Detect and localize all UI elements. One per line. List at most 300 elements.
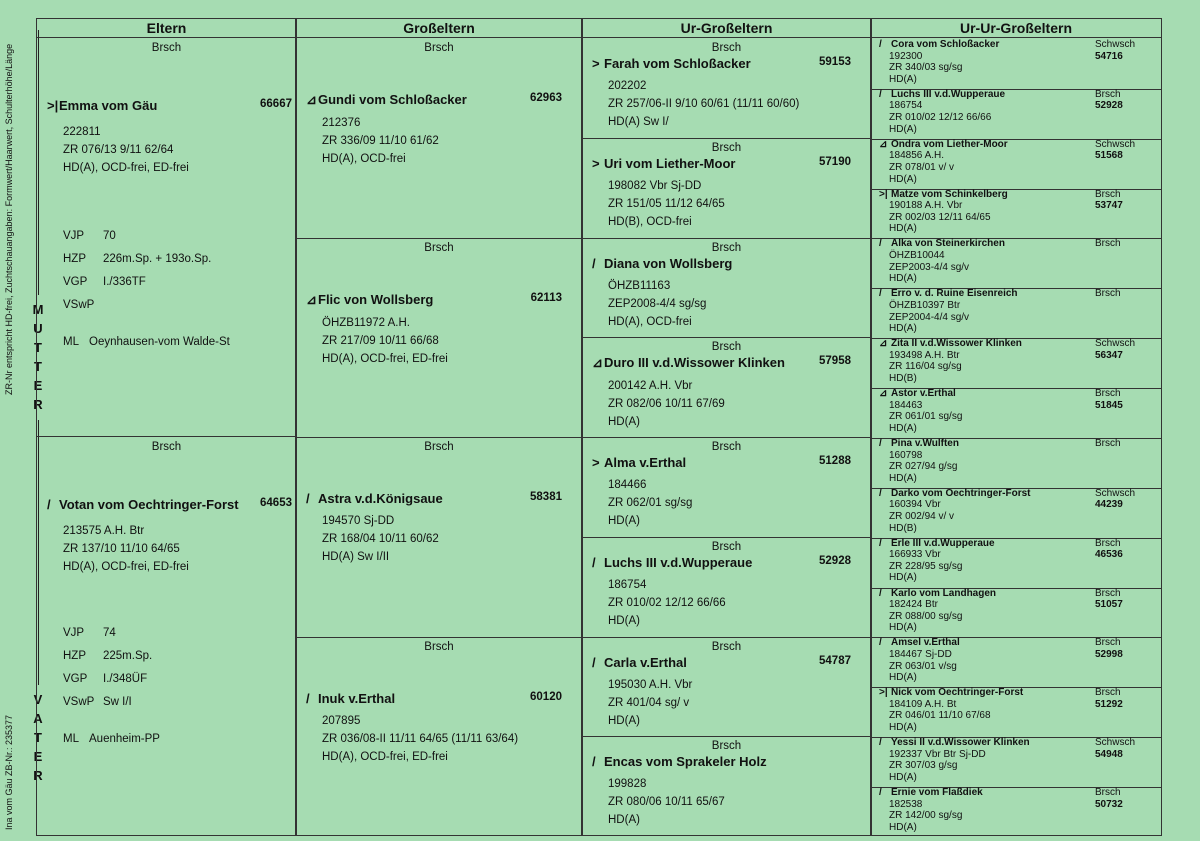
gg-reg-row [879,549,1155,561]
vswp-row: VSwP Sw I/I [63,696,132,708]
parent-number: 64653 [260,497,292,509]
gg-hd: HD(A) [889,323,917,335]
parent-name-row [47,497,292,512]
dog-number: 52928 [819,554,851,567]
gg-number: 51292 [1095,698,1123,710]
gg-number: 54716 [1095,50,1123,62]
parent-name: Votan vom Oechtringer-Forst [59,497,239,512]
sex-mark: / [879,487,882,499]
gg-zr: ZR 228/95 sg/sg [889,560,963,572]
great-great-grandparent-cell [871,786,1161,837]
gg-number [1095,450,1155,462]
gg-name: Ernie vom Flaßdiek [891,787,983,799]
gg-reg-row [879,350,1155,362]
great-great-grandparent-cell [871,287,1161,339]
grandparent-cell [296,238,582,439]
gg-name-row [879,637,1155,649]
great-great-grandparent-cell [871,337,1161,389]
great-grandparent-cell [582,337,871,438]
gg-reg: 160798 [889,449,923,461]
sex-mark: / [592,554,596,570]
parent-zr: ZR 076/13 9/11 62/64 [63,144,174,156]
gg-reg-row [879,300,1155,312]
gg-hd: HD(A) [889,821,917,833]
gg-name: Zita II v.d.Wissower Klinken [891,338,1022,350]
gg-color: Brsch [1095,637,1121,649]
parent-cell-father [37,437,296,835]
column-grosseltern [295,18,583,836]
dog-hd: HD(A) Sw I/ [608,116,669,128]
dog-name-row [592,355,851,371]
gg-name: Erro v. d. Ruine Eisenreich [891,288,1018,300]
gg-reg-row [879,799,1155,811]
great-grandparent-cell [582,38,871,139]
sex-mark: > [592,455,600,470]
great-great-grandparent-cell [871,736,1161,788]
gg-name: Darko vom Oechtringer-Forst [891,487,1031,499]
gg-name-row [879,288,1155,300]
gg-reg: 192337 Vbr Btr Sj-DD [889,748,986,760]
vgp-row: VGP I./348ÜF [63,673,148,685]
gg-hd: HD(A) [889,422,917,434]
dog-name-row [592,555,851,570]
dog-name-row [306,92,562,108]
ml-row: ML Auenheim-PP [63,733,160,745]
gg-reg-row [879,51,1155,63]
dog-reg: 186754 [608,578,647,591]
dog-hd: HD(A), OCD-frei, ED-frei [322,750,448,763]
gg-name-row [879,787,1155,799]
dog-zr: ZR 010/02 12/12 66/66 [608,596,726,609]
gg-reg-row [879,100,1155,112]
color-label: Brsch [424,241,454,254]
gg-color: Schwsch [1095,487,1136,499]
sex-mark: / [592,255,596,271]
dog-number: 59153 [819,56,851,68]
dog-reg: 200142 A.H. Vbr [608,380,693,393]
gg-hd: HD(A) [889,73,917,85]
dog-hd: HD(A), OCD-frei [608,315,692,328]
dog-name: Duro III v.d.Wissower Klinken [604,355,785,371]
great-great-grandparent-cell [871,38,1161,90]
parent-hd: HD(A), OCD-frei, ED-frei [63,561,189,573]
dog-zr: ZR 062/01 sg/sg [608,497,693,509]
gg-name-row [879,388,1155,400]
header-ur-ur-grosseltern: Ur-Ur-Großeltern [871,19,1161,38]
gg-name-row [879,189,1155,201]
gg-name-row [879,737,1155,749]
great-great-grandparent-cell [871,587,1161,639]
gg-reg: 160394 Vbr [889,499,941,511]
gg-zr: ZR 027/94 g/sg [889,461,958,473]
sex-mark: / [879,437,882,449]
sex-mark: >| [879,687,888,699]
gg-color: Brsch [1095,687,1121,699]
gg-reg: 184109 A.H. Bt [889,698,957,710]
color-label: Brsch [151,42,182,54]
dog-zr: ZR 036/08-II 11/11 64/65 (11/11 63/64) [322,732,519,745]
gg-zr: ZR 088/00 sg/sg [889,610,963,622]
grandparent-cell [296,637,582,837]
great-great-grandparent-cell [871,188,1161,240]
sex-mark: / [879,537,882,549]
gg-zr: ZR 010/02 12/12 66/66 [889,112,992,124]
dog-zr: ZR 336/09 11/10 61/62 [322,135,439,147]
dog-hd: HD(A), OCD-frei [322,153,406,165]
gg-color: Brsch [1095,88,1121,100]
dog-name: Gundi vom Schloßacker [318,92,467,107]
gg-hd: HD(A) [889,223,917,235]
gg-zr: ZR 340/03 sg/sg [889,62,963,74]
gg-zr: ZEP2003-4/4 sg/v [889,261,970,273]
gg-name-row [879,538,1155,550]
gg-reg: 182538 [889,798,923,810]
sex-mark: ⊿ [306,92,317,107]
vjp-row: VJP 70 [63,230,116,242]
gg-number: 53747 [1095,200,1123,212]
gg-name-row [879,89,1155,101]
gg-color: Brsch [1095,188,1121,200]
gg-name-row [879,139,1155,151]
gg-color: Brsch [1095,388,1121,400]
dog-number: 54787 [819,654,851,667]
gg-color: Brsch [1095,587,1121,599]
parent-name-row [47,98,292,113]
gg-zr: ZR 078/01 v/ v [889,161,955,173]
sex-mark: / [879,88,882,100]
dog-number: 51288 [819,455,851,467]
dog-name-row [592,754,851,769]
sex-mark: / [592,754,596,770]
gg-hd: HD(A) [889,472,917,484]
gg-hd: HD(A) [889,572,917,584]
great-great-grandparent-cell [871,88,1161,140]
sex-mark: / [306,491,310,506]
gg-zr: ZR 142/00 sg/sg [889,810,963,822]
gg-name: Nick vom Oechtringer-Forst [891,687,1024,699]
parent-name: Emma vom Gäu [59,98,158,113]
gg-name: Erle III v.d.Wupperaue [891,537,995,549]
ml-row: ML Oeynhausen-vom Walde-St [63,336,230,348]
dog-name-row [592,56,851,71]
gg-color: Brsch [1095,288,1121,300]
vater-label: V A T E R [33,692,43,783]
dog-name-row [592,256,851,271]
gg-reg: 193498 A.H. Btr [889,349,960,361]
gg-reg: ÖHZB10044 [889,250,945,262]
gg-name-row [879,438,1155,450]
color-label: Brsch [711,141,742,154]
gg-reg-row [879,649,1155,661]
gg-reg-row [879,699,1155,711]
gg-number: 52998 [1095,649,1123,661]
gg-number: 44239 [1095,499,1123,511]
parent-reg: 222811 [63,126,101,138]
gg-color: Schwsch [1095,338,1136,350]
gg-number: 51057 [1095,599,1123,611]
gg-reg: 182424 Btr [889,599,938,611]
great-grandparent-cell [582,437,871,538]
gg-name-row [879,39,1155,51]
sex-mark: ⊿ [306,291,317,307]
color-label: Brsch [711,241,742,254]
dog-name-row [592,156,851,171]
great-great-grandparent-cell [871,138,1161,190]
side-note-top: ZR-Nr entspricht HD-frei, Zuchtschauangaben: Formwert/Haarwert, Schulterhöhe/Länge [4,43,14,395]
sex-mark: >| [879,188,888,200]
hzp-row: HZP 225m.Sp. [63,650,153,662]
gg-number: 54948 [1095,748,1123,760]
dog-zr: ZR 151/05 11/12 64/65 [608,197,725,210]
sex-mark: / [47,497,51,512]
sex-mark: ⊿ [592,355,603,371]
gg-hd: HD(B) [889,373,917,384]
great-grandparent-cell [582,138,871,239]
dog-hd: HD(A) [608,714,640,727]
gg-name: Karlo vom Landhagen [891,587,997,599]
gg-name: Matze vom Schinkelberg [891,188,1008,200]
parent-zr: ZR 137/10 11/10 64/65 [63,543,180,555]
gg-name-row [879,588,1155,600]
gg-name-row [879,687,1155,699]
great-grandparent-cell [582,537,871,638]
dog-number: 58381 [530,491,562,503]
gg-name: Amsel v.Erthal [891,637,960,649]
great-great-grandparent-cell [871,537,1161,589]
mutter-label: M U T T E R [32,302,44,412]
gg-number: 50732 [1095,798,1123,810]
gg-reg: 184856 A.H. [889,150,945,162]
dog-name: Inuk v.Erthal [318,690,396,706]
gg-name-row [879,338,1155,350]
gg-reg: 184463 [889,399,923,411]
gg-reg-row [879,250,1155,262]
gg-reg-row [879,200,1155,212]
hzp-row: HZP 226m.Sp. + 193o.Sp. [63,253,212,265]
color-label: Brsch [711,740,742,753]
dog-zr: ZR 257/06-II 9/10 60/61 (11/11 60/60) [608,98,800,110]
dog-reg: 202202 [608,80,647,92]
gg-hd: HD(A) [889,273,917,285]
gg-color: Brsch [1095,787,1121,799]
dog-zr: ZR 217/09 10/11 66/68 [322,334,439,347]
gg-number: 51568 [1095,150,1123,162]
gg-zr: ZEP2004-4/4 sg/v [889,311,970,323]
sex-mark: / [879,587,882,599]
sex-mark: / [879,238,882,250]
dog-zr: ZR 401/04 sg/ v [608,696,690,709]
gg-color: Schwsch [1095,737,1136,749]
gg-hd: HD(A) [889,123,917,135]
dog-reg: ÖHZB11163 [608,279,671,292]
great-great-grandparent-cell [871,237,1161,289]
gg-reg-row [879,499,1155,511]
vjp-row: VJP 74 [63,627,116,639]
gg-hd: HD(B) [889,522,917,534]
dog-name: Astra v.d.Königsaue [318,491,443,506]
gg-reg: 166933 Vbr [889,549,941,561]
dog-hd: HD(A), OCD-frei, ED-frei [322,352,448,365]
color-label: Brsch [711,441,742,453]
gg-name: Astor v.Erthal [891,388,956,400]
dog-name-row [306,292,562,308]
gg-hd: HD(A) [889,722,917,734]
gg-reg-row [879,749,1155,761]
gg-name: Luchs III v.d.Wupperaue [891,88,1006,100]
gg-reg-row [879,150,1155,162]
great-grandparent-cell [582,238,871,339]
dog-name: Alma v.Erthal [604,455,687,470]
gg-zr: ZR 002/03 12/11 64/65 [889,211,991,223]
dog-zr: ZR 168/04 10/11 60/62 [322,533,439,545]
gg-hd: HD(A) [889,771,917,783]
dog-reg: 195030 A.H. Vbr [608,678,693,691]
grandparent-cell [296,437,582,638]
dog-hd: HD(A) [608,614,640,627]
column-eltern [36,18,297,836]
gg-hd: HD(A) [889,622,917,634]
gg-name: Alka von Steinerkirchen [891,238,1005,250]
color-label: Brsch [424,640,454,653]
vgp-row: VGP I./336TF [63,276,146,288]
dog-hd: HD(A) Sw I/II [322,551,390,563]
gg-number [1095,300,1155,312]
great-great-grandparent-cell [871,636,1161,688]
gg-name: Cora vom Schloßacker [891,39,1000,50]
parent-hd: HD(A), OCD-frei, ED-frei [63,162,189,174]
dog-hd: HD(A) [608,814,640,827]
side-note-bottom: Ina vom Gäu ZB-Nr.: 235377 [4,714,14,830]
dog-name: Diana von Wollsberg [604,255,733,271]
dog-number: 57190 [819,155,851,168]
header-ur-grosseltern: Ur-Großeltern [582,19,871,38]
dog-name: Flic von Wollsberg [318,291,434,307]
sex-mark: ⊿ [879,388,888,400]
gg-name-row [879,238,1155,250]
gg-color: Brsch [1095,238,1121,250]
sex-mark: > [592,56,600,71]
gg-zr: ZR 063/01 v/sg [889,660,957,672]
gg-zr: ZR 307/03 g/sg [889,760,958,772]
dog-name: Encas vom Sprakeler Holz [604,754,767,770]
grandparent-cell [296,38,582,239]
gg-zr: ZR 061/01 sg/sg [889,411,963,423]
sex-mark: / [879,39,882,50]
gg-number: 46536 [1095,549,1123,561]
gg-name: Pina v.Wulften [891,437,959,449]
dog-name-row [592,455,851,470]
gg-number: 56347 [1095,349,1123,361]
great-great-grandparent-cell [871,437,1161,489]
gg-color: Schwsch [1095,39,1136,50]
dog-hd: HD(A) [608,515,640,527]
header-eltern: Eltern [37,19,296,38]
dog-name-row [306,691,562,706]
color-label: Brsch [711,540,742,553]
parent-reg: 213575 A.H. Btr [63,525,145,537]
great-great-grandparent-cell [871,387,1161,439]
great-great-grandparent-cell [871,487,1161,539]
dog-reg: 184466 [608,479,647,491]
gg-color: Schwsch [1095,138,1136,150]
dog-name-row [306,491,562,506]
dog-number: 57958 [819,355,851,368]
dog-reg: 207895 [322,714,361,727]
dog-name-row [592,655,851,670]
parent-cell-mother [37,38,296,437]
sex-mark: / [306,690,310,706]
gg-hd: HD(A) [889,672,917,684]
sex-mark: / [879,637,882,649]
great-great-grandparent-cell [871,686,1161,738]
gg-name-row [879,488,1155,500]
column-ur-ur-grosseltern [870,18,1162,836]
dog-reg: ÖHZB11972 A.H. [322,316,410,329]
dog-number: 60120 [530,690,562,703]
gg-zr: ZR 046/01 11/10 67/68 [889,710,991,722]
dog-zr: ZR 080/06 10/11 65/67 [608,796,725,809]
gg-number: 52928 [1095,100,1123,112]
color-label: Brsch [711,341,742,354]
sex-mark: > [592,155,600,171]
header-grosseltern: Großeltern [296,19,582,38]
sex-mark: / [879,288,882,300]
dog-reg: 194570 Sj-DD [322,515,395,527]
gg-reg: 192300 [889,50,923,62]
color-label: Brsch [711,640,742,653]
dog-number: 62113 [530,291,562,304]
dog-hd: HD(A) [608,416,640,429]
color-label: Brsch [424,42,454,54]
dog-name: Uri vom Liether-Moor [604,155,736,171]
color-label: Brsch [424,441,454,453]
sex-mark: / [879,737,882,749]
dog-hd: HD(B), OCD-frei [608,215,692,228]
gg-reg: ÖHZB10397 Btr [889,299,961,311]
dog-reg: 198082 Vbr Sj-DD [608,179,702,192]
dog-name: Farah vom Schloßacker [604,56,751,71]
color-label: Brsch [151,441,182,453]
gg-reg: 190188 A.H. Vbr [889,200,963,212]
dog-zr: ZR 082/06 10/11 67/69 [608,398,725,411]
dog-zr: ZEP2008-4/4 sg/sg [608,297,707,310]
great-grandparent-cell [582,736,871,836]
great-grandparent-cell [582,637,871,738]
gg-color: Brsch [1095,537,1121,549]
sex-mark: / [879,787,882,799]
gg-reg: 186754 [889,100,923,112]
gg-name: Yessi II v.d.Wissower Klinken [891,737,1030,749]
dog-name: Luchs III v.d.Wupperaue [604,554,753,570]
gg-zr: ZR 116/04 sg/sg [889,361,962,373]
gg-zr: ZR 002/94 v/ v [889,511,955,523]
parent-number: 66667 [260,98,292,110]
vswp-row: VSwP [63,299,95,311]
gg-reg-row [879,450,1155,462]
gg-reg-row [879,599,1155,611]
gg-color: Brsch [1095,437,1121,449]
column-ur-grosseltern [581,18,872,836]
gg-hd: HD(A) [889,173,917,185]
dog-name: Carla v.Erthal [604,654,687,670]
gg-name: Ondra vom Liether-Moor [891,138,1008,150]
sex-mark: >| [47,98,59,113]
gg-number [1095,250,1155,262]
sex-mark: ⊿ [879,138,888,150]
dog-reg: 199828 [608,778,647,791]
sex-mark: ⊿ [879,338,888,350]
dog-number: 62963 [530,92,562,104]
